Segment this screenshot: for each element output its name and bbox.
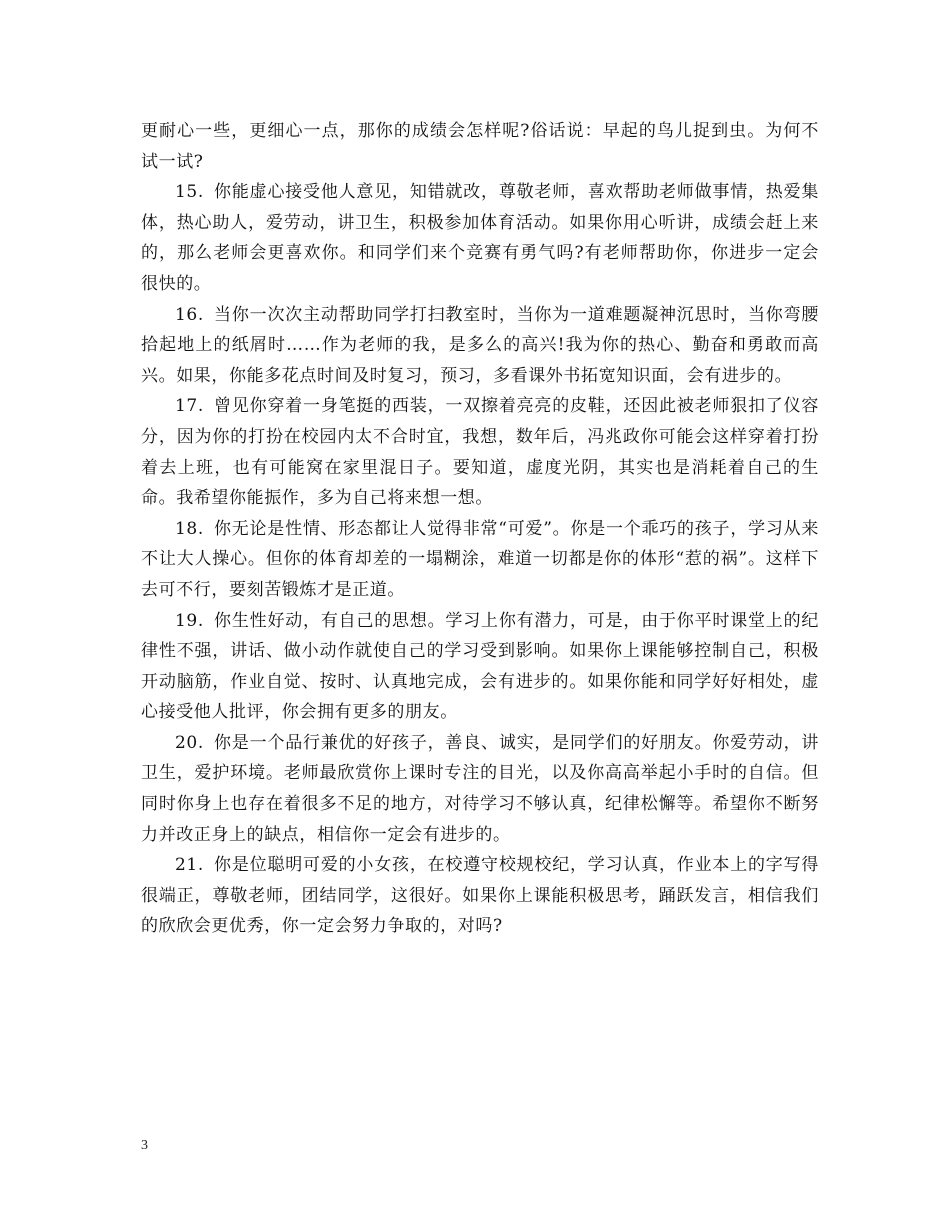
paragraph-text: 曾见你穿着一身笔挺的西装，一双擦着亮亮的皮鞋，还因此被老师狠扣了仪容分，因为你的打扮在校园内太不合时宜，我想，数年后，冯兆政你可能会这样穿着打扮着去上班，也有可能窝在家里混日子。要知道，虚度光阴，其实也是消耗着自己的生命。我希望你能振作，多为自己将来想一想。 — [141, 396, 819, 509]
paragraph-continuation — [141, 116, 819, 177]
paragraph-number: 15. — [175, 182, 204, 203]
paragraph-21 — [141, 850, 819, 942]
paragraph-number: 21. — [175, 855, 204, 876]
paragraph-20 — [141, 728, 819, 850]
paragraph-16 — [141, 300, 819, 392]
paragraph-18 — [141, 514, 819, 606]
paragraph-15 — [141, 177, 819, 299]
paragraph-text: 当你一次次主动帮助同学打扫教室时，当你为一道难题凝神沉思时，当你弯腰拾起地上的纸屑时……作为老师的我，是多么的高兴!我为你的热心、勤奋和勇敢而高兴。如果，你能多花点时间及时复习，预习，多看课外书拓宽知识面，会有进步的。 — [141, 304, 819, 386]
paragraph-text: 更耐心一些，更细心一点，那你的成绩会怎样呢?俗话说：早起的鸟儿捉到虫。为何不试一试? — [141, 121, 819, 172]
paragraph-text: 你能虚心接受他人意见，知错就改，尊敬老师，喜欢帮助老师做事情，热爱集体，热心助人，爱劳动，讲卫生，积极参加体育活动。如果你用心听讲，成绩会赶上来的，那么老师会更喜欢你。和同学们来个竞赛有勇气吗?有老师帮助你，你进步一定会很快的。 — [141, 182, 819, 294]
paragraph-number: 17. — [175, 396, 204, 417]
paragraph-17 — [141, 391, 819, 513]
paragraph-number: 18. — [175, 518, 204, 539]
paragraph-text: 你无论是性情、形态都让人觉得非常“可爱”。你是一个乖巧的孩子，学习从来不让大人操心。但你的体育却差的一塌糊涂，难道一切都是你的体形“惹的祸”。这样下去可不行，要刻苦锻炼才是正道。 — [141, 518, 819, 600]
paragraph-text: 你是一个品行兼优的好孩子，善良、诚实，是同学们的好朋友。你爱劳动，讲卫生，爱护环境。老师最欣赏你上课时专注的目光，以及你高高举起小手时的自信。但同时你身上也存在着很多不足的地方，对待学习不够认真，纪律松懈等。希望你不断努力并改正身上的缺点，相信你一定会有进步的。 — [141, 732, 819, 845]
page-number: 3 — [141, 1138, 148, 1153]
document-body — [141, 116, 819, 942]
paragraph-19 — [141, 606, 819, 728]
paragraph-number: 20. — [175, 732, 204, 753]
paragraph-number: 16. — [175, 304, 204, 325]
paragraph-text: 你是位聪明可爱的小女孩，在校遵守校规校纪，学习认真，作业本上的字写得很端正，尊敬老师，团结同学，这很好。如果你上课能积极思考，踊跃发言，相信我们的欣欣会更优秀，你一定会努力争取的，对吗? — [141, 855, 819, 937]
paragraph-text: 你生性好动，有自己的思想。学习上你有潜力，可是，由于你平时课堂上的纪律性不强，讲话、做小动作就使自己的学习受到影响。如果你上课能够控制自己，积极开动脑筋，作业自觉、按时、认真地完成，会有进步的。如果你能和同学好好相处，虚心接受他人批评，你会拥有更多的朋友。 — [141, 610, 819, 723]
paragraph-number: 19. — [175, 610, 204, 631]
